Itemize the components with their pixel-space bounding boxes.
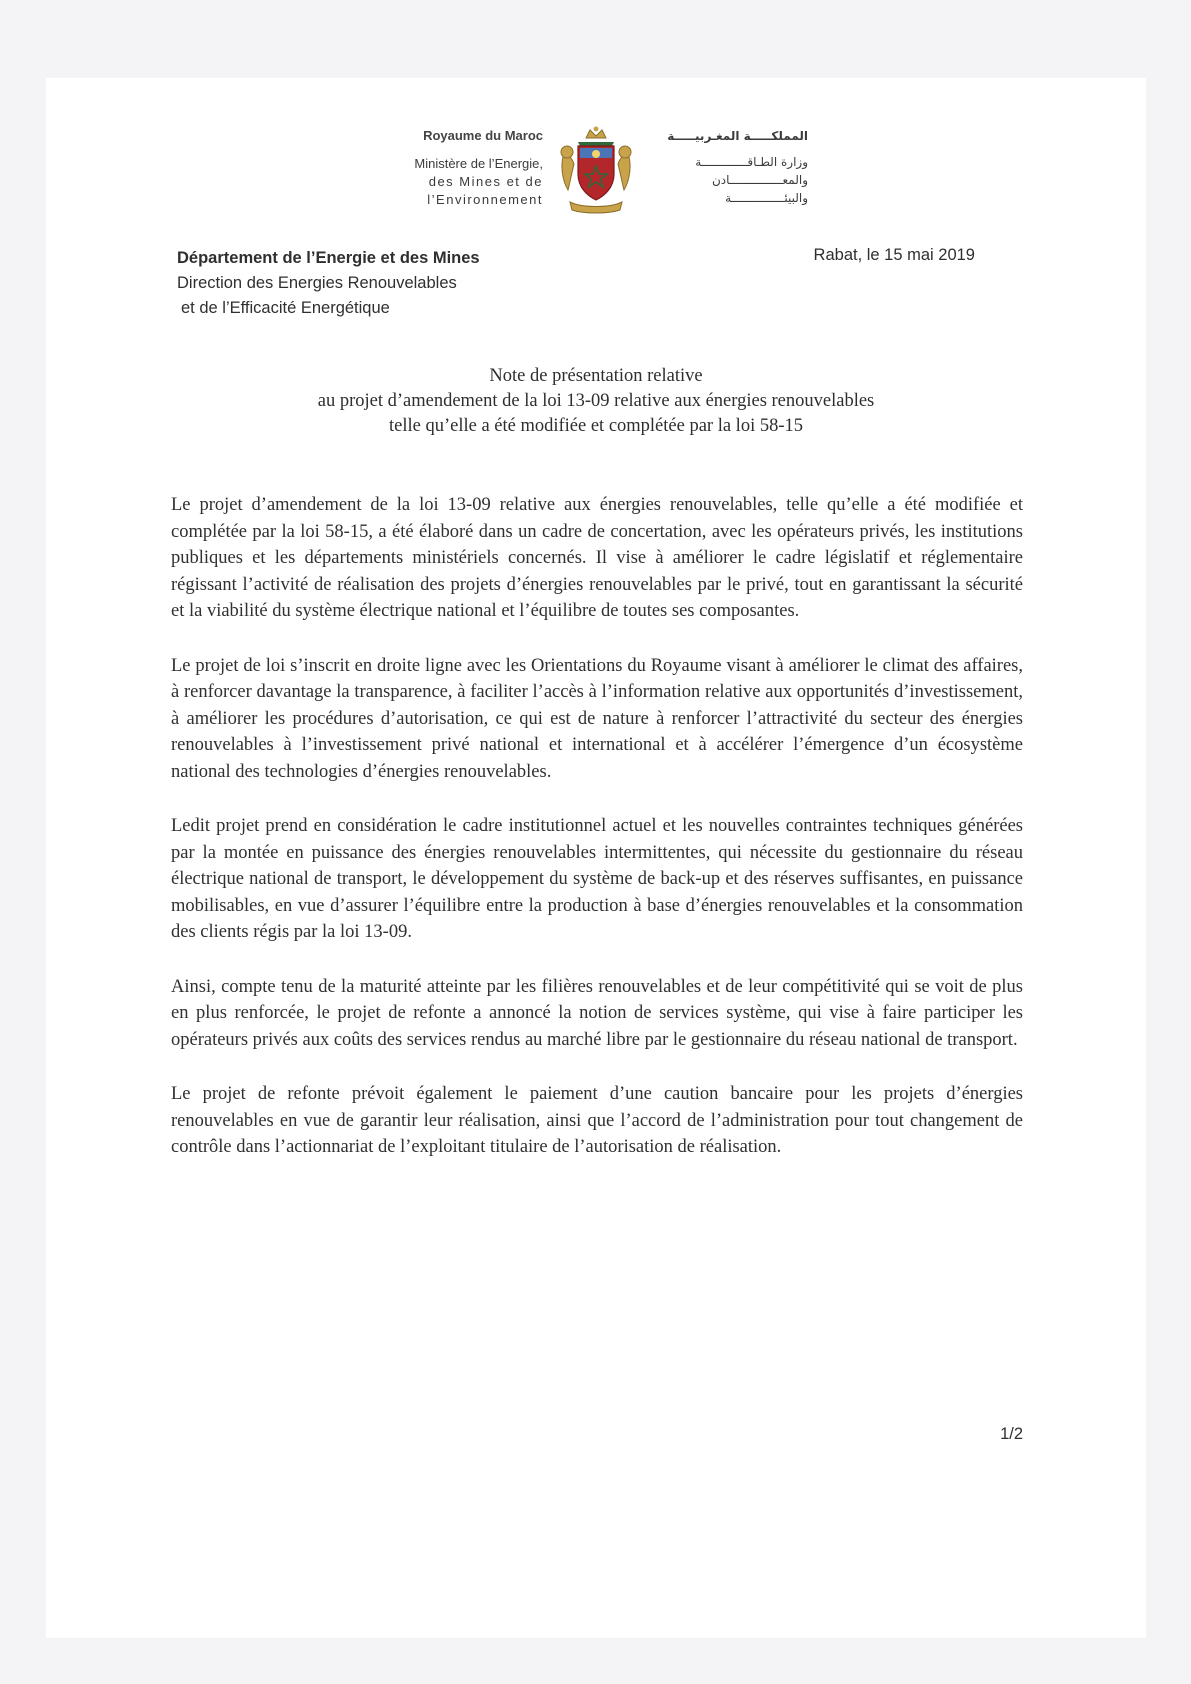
ministry-line-ar-2: والمعـــــــــــــــادن [711, 173, 808, 187]
kingdom-name-fr: Royaume du Maroc [423, 128, 543, 143]
ministry-line-ar-3: والبيئـــــــــــــــة [725, 191, 808, 205]
paragraph-1: Le projet d’amendement de la loi 13-09 relative aux énergies renouvelables, telle qu’elle a été modifiée et complétée par la loi 58-15, a été élaboré dans un cadre de concertation, avec les opérateurs privés, les institutions publiques et les départements ministériels concernés. Il vise à améliorer le cadre législatif et réglementaire régissant l’activité de réalisation des projets d’énergies renouvelables par le privé, tout en garantissant la sécurité et la viabilité du système électrique national et l’équilibre de toutes ses composantes. [171, 495, 1023, 621]
ministry-line-1: Ministère de l’Energie, [414, 156, 543, 171]
coat-of-arms-icon [556, 124, 636, 216]
paragraph-5: Le projet de refonte prévoit également le paiement d’une caution bancaire pour les projets d’énergies renouvelables en vue de garantir leur réalisation, ainsi que l’accord de l’administration pour tout changement de contrôle dans l’actionnariat de l’exploitant titulaire de l’autorisation de réalisation. [171, 1084, 1023, 1157]
title-line-3: telle qu’elle a été modifiée et complétée par la loi 58-15 [388, 416, 803, 436]
document-title [200, 364, 992, 439]
title-line-2: au projet d’amendement de la loi 13-09 relative aux énergies renouvelables [317, 391, 875, 411]
document-body [171, 492, 1023, 1189]
paragraph-3: Ledit projet prend en considération le cadre institutionnel actuel et les nouvelles contraintes techniques générées par la montée en puissance des énergies renouvelables intermittentes, qui nécessite du gestionnaire du réseau électrique national de transport, le développement du système de back-up et des réserves suffisantes, en puissance mobilisables, en vue d’assurer l’équilibre entre la production à base d’énergies renouvelables et la consommation des clients régis par la loi 13-09. [171, 816, 1023, 942]
letterhead-arabic [648, 127, 808, 207]
direction-line-1: Direction des Energies Renouvelables [177, 274, 457, 292]
department-block [177, 246, 480, 321]
ministry-line-3: l’Environnement [427, 192, 543, 207]
ministry-name-fr [391, 155, 543, 209]
ministry-line-ar-1: وزارة الطـاقـــــــــــــة [695, 155, 808, 169]
ministry-line-2: des Mines et de [428, 174, 543, 189]
page-number: 1/2 [1000, 1425, 1023, 1443]
kingdom-name-ar: المملكـــــة المغـربيـــــة [667, 129, 808, 143]
paragraph-4: Ainsi, compte tenu de la maturité atteinte par les filières renouvelables et de leur compétitivité qui se voit de plus en plus renforcée, le projet de refonte a annoncé la notion de services système, qui vise à faire participer les opérateurs privés aux coûts des services rendus au marché libre par le gestionnaire du réseau national de transport. [171, 976, 1023, 1050]
letterhead-french [391, 127, 543, 209]
department-name: Département de l’Energie et des Mines [177, 249, 480, 267]
title-line-1: Note de présentation relative [489, 366, 703, 386]
direction-line-2: et de l’Efficacité Energétique [181, 299, 390, 317]
paragraph-2: Le projet de loi s’inscrit en droite ligne avec les Orientations du Royaume visant à améliorer le climat des affaires, à renforcer davantage la transparence, à faciliter l’accès à l’information relative aux opportunités d’investissement, à améliorer les procédures d’autorisation, ce qui est de nature à renforcer l’attractivité du secteur des énergies renouvelables à l’investissement privé national et international et à accélérer l’émergence d’un écosystème national des technologies d’énergies renouvelables. [171, 655, 1023, 782]
place-date: Rabat, le 15 mai 2019 [813, 246, 975, 264]
